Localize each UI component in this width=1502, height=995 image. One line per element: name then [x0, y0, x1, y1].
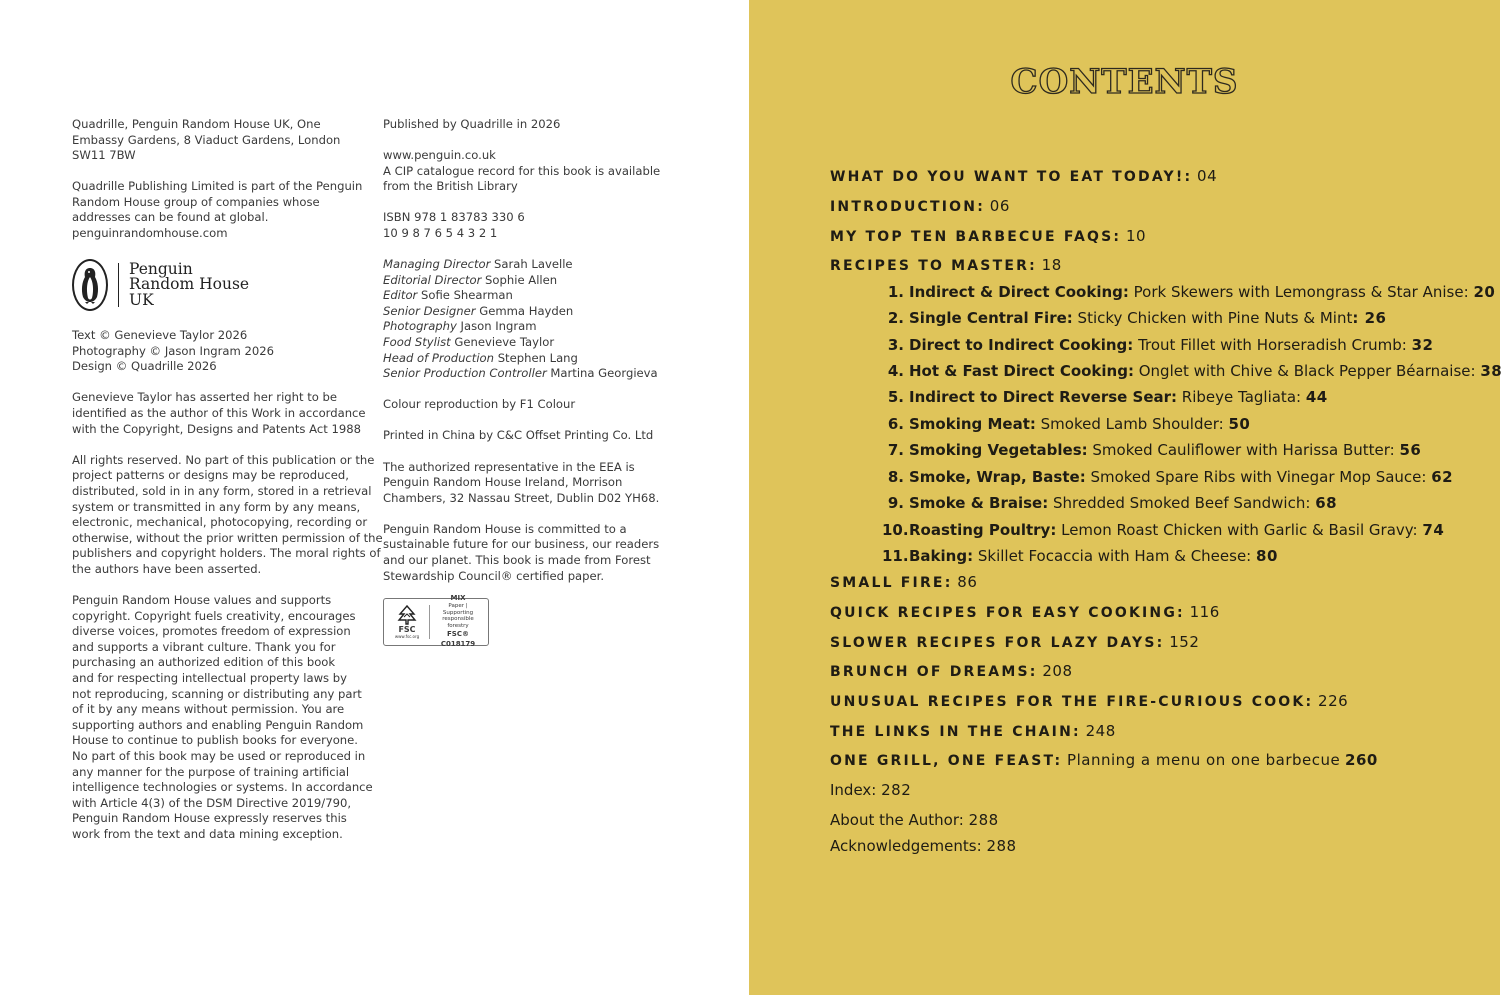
toc-entry[interactable]: SMALL FIRE: 86	[830, 573, 978, 591]
toc-entry[interactable]: About the Author: 288	[830, 811, 999, 829]
toc-entry[interactable]: QUICK RECIPES FOR EASY COOKING: 116	[830, 603, 1220, 621]
rights-reserved-block: All rights reserved. No part of this publication or the project patterns or designs may be reproduced, distributed, sold in in any form, stored in a retrieval system or transmitted in any form by any means, electronic, mechanical, photocopying, recording or otherwise, without the prior written permission of the publishers and copyright holders. The moral rights of the authors have been asserted.	[72, 452, 383, 576]
fsc-badge: FSC www.fsc.org MIX Paper | Supporting responsible forestry FSC® C018179	[383, 598, 489, 646]
credit-line: Food Stylist Genevieve Taylor	[383, 335, 555, 350]
toc-subentry[interactable]: 11.Baking: Skillet Focaccia with Ham & Cheese: 80	[882, 547, 1278, 565]
copyright-block: Text © Genevieve Taylor 2026 Photography © Jason Ingram 2026 Design © Quadrille 2026	[72, 328, 275, 374]
credit-line: Head of Production Stephen Lang	[383, 350, 578, 365]
toc-subentry[interactable]: 9. Smoke & Braise: Shredded Smoked Beef Sandwich: 68	[887, 494, 1338, 512]
contents-page	[749, 0, 1500, 995]
penguin-logo-icon	[72, 259, 108, 311]
toc-subentry[interactable]: 7. Smoking Vegetables: Smoked Cauliflower with Harissa Butter: 56	[887, 441, 1422, 459]
address-block: Quadrille, Penguin Random House UK, One Embassy Gardens, 8 Viaduct Gardens, London SW11 7BW	[72, 117, 341, 163]
toc-subentry[interactable]: 10.Roasting Poultry: Lemon Roast Chicken with Garlic & Basil Gravy: 74	[882, 521, 1445, 539]
group-block: Quadrille Publishing Limited is part of the Penguin Random House group of companies whose addresses can be found at global. penguinrandomhouse.com	[72, 179, 363, 241]
web-block: www.penguin.co.uk A CIP catalogue record for this book is available from the British Library	[383, 148, 673, 195]
toc-entry[interactable]: WHAT DO YOU WANT TO EAT TODAY!: 04	[830, 167, 1218, 185]
toc-entry[interactable]: MY TOP TEN BARBECUE FAQS: 10	[830, 227, 1147, 245]
left-page	[0, 0, 749, 995]
imprint-column-right	[383, 117, 673, 649]
toc-entry[interactable]: Index: 282	[830, 781, 912, 799]
toc-entry[interactable]: BRUNCH OF DREAMS: 208	[830, 662, 1073, 680]
logo-wordmark: Penguin Random House UK	[129, 259, 250, 309]
toc-entry[interactable]: Acknowledgements: 288	[830, 837, 1017, 855]
toc-entry[interactable]: UNUSUAL RECIPES FOR THE FIRE-CURIOUS COOK: 226	[830, 692, 1349, 710]
toc-entry[interactable]: SLOWER RECIPES FOR LAZY DAYS: 152	[830, 633, 1200, 651]
toc-subentry[interactable]: 2. Single Central Fire: Sticky Chicken with Pine Nuts & Mint: 26	[887, 309, 1387, 327]
credits-block	[383, 257, 673, 382]
fsc-tree-icon	[396, 605, 418, 625]
published-line: Published by Quadrille in 2026	[383, 117, 561, 131]
sustainability-block: Penguin Random House is committed to a sustainable future for our business, our readers and our planet. This book is made from Forest Stewardship Council® certified paper.	[383, 521, 660, 583]
credit-line: Senior Production Controller Martina Georgieva	[383, 366, 658, 381]
credit-line: Editor Sofie Shearman	[383, 288, 513, 303]
toc-subentry[interactable]: 1. Indirect & Direct Cooking: Pork Skewers with Lemongrass & Star Anise: 20	[887, 283, 1496, 301]
toc-entry[interactable]: INTRODUCTION: 06	[830, 197, 1010, 215]
eea-representative-block: The authorized representative in the EEA is Penguin Random House Ireland, Morrison Chambers, 32 Nassau Street, Dublin D02 YH68.	[383, 459, 660, 505]
toc-subentry[interactable]: 6. Smoking Meat: Smoked Lamb Shoulder: 50	[887, 415, 1251, 433]
colour-line: Colour reproduction by F1 Colour	[383, 397, 576, 412]
credit-line: Senior Designer Gemma Hayden	[383, 303, 574, 318]
penguin-random-house-logo	[72, 257, 368, 313]
credit-line: Managing Director Sarah Lavelle	[383, 257, 573, 272]
moral-rights-block: Genevieve Taylor has asserted her right to be identified as the author of this Work in accordance with the Copyright, Designs and Patents Act 1988	[72, 390, 366, 436]
copyright-values-block: Penguin Random House values and supports copyright. Copyright fuels creativity, encourages diverse voices, promotes freedom of expression and supports a vibrant culture. Thank you for purchasing an authorized edition of this book and for respecting intellectual property laws by not reproducing, scanning or distributing any part of it by any means without permission. You are supporting authors and enabling Penguin Random House to continue to publish books for everyone. No part of this book may be used or reproduced in any manner for the purpose of training artificial intelligence technologies or systems. In accordance with Article 4(3) of the DSM Directive 2019/790, Penguin Random House expressly reserves this work from the text and data mining exception.	[72, 592, 373, 841]
toc-entry[interactable]: THE LINKS IN THE CHAIN: 248	[830, 722, 1116, 740]
isbn-block: ISBN 978 1 83783 330 6 10 9 8 7 6 5 4 3 2 1	[383, 210, 525, 240]
credit-line: Photography Jason Ingram	[383, 319, 537, 334]
printed-line: Printed in China by C&C Offset Printing Co. Ltd	[383, 428, 654, 443]
logo-divider	[118, 263, 119, 307]
toc-entry[interactable]: RECIPES TO MASTER: 18	[830, 256, 1062, 274]
toc-subentry[interactable]: 8. Smoke, Wrap, Baste: Smoked Spare Ribs with Vinegar Mop Sauce: 62	[887, 468, 1454, 486]
toc-subentry[interactable]: 5. Indirect to Direct Reverse Sear: Ribeye Tagliata: 44	[887, 388, 1328, 406]
penguin-website-link[interactable]: www.penguin.co.uk	[383, 148, 496, 163]
credit-line: Editorial Director Sophie Allen	[383, 272, 558, 287]
toc-subentry[interactable]: 3. Direct to Indirect Cooking: Trout Fillet with Horseradish Crumb: 32	[887, 336, 1434, 354]
contents-title: CONTENTS	[1010, 62, 1239, 102]
toc-subentry[interactable]: 4. Hot & Fast Direct Cooking: Onglet with Chive & Black Pepper Béarnaise: 38	[887, 362, 1502, 380]
toc-entry[interactable]: ONE GRILL, ONE FEAST: Planning a menu on one barbecue 260	[830, 751, 1378, 769]
imprint-column-left	[72, 117, 383, 858]
